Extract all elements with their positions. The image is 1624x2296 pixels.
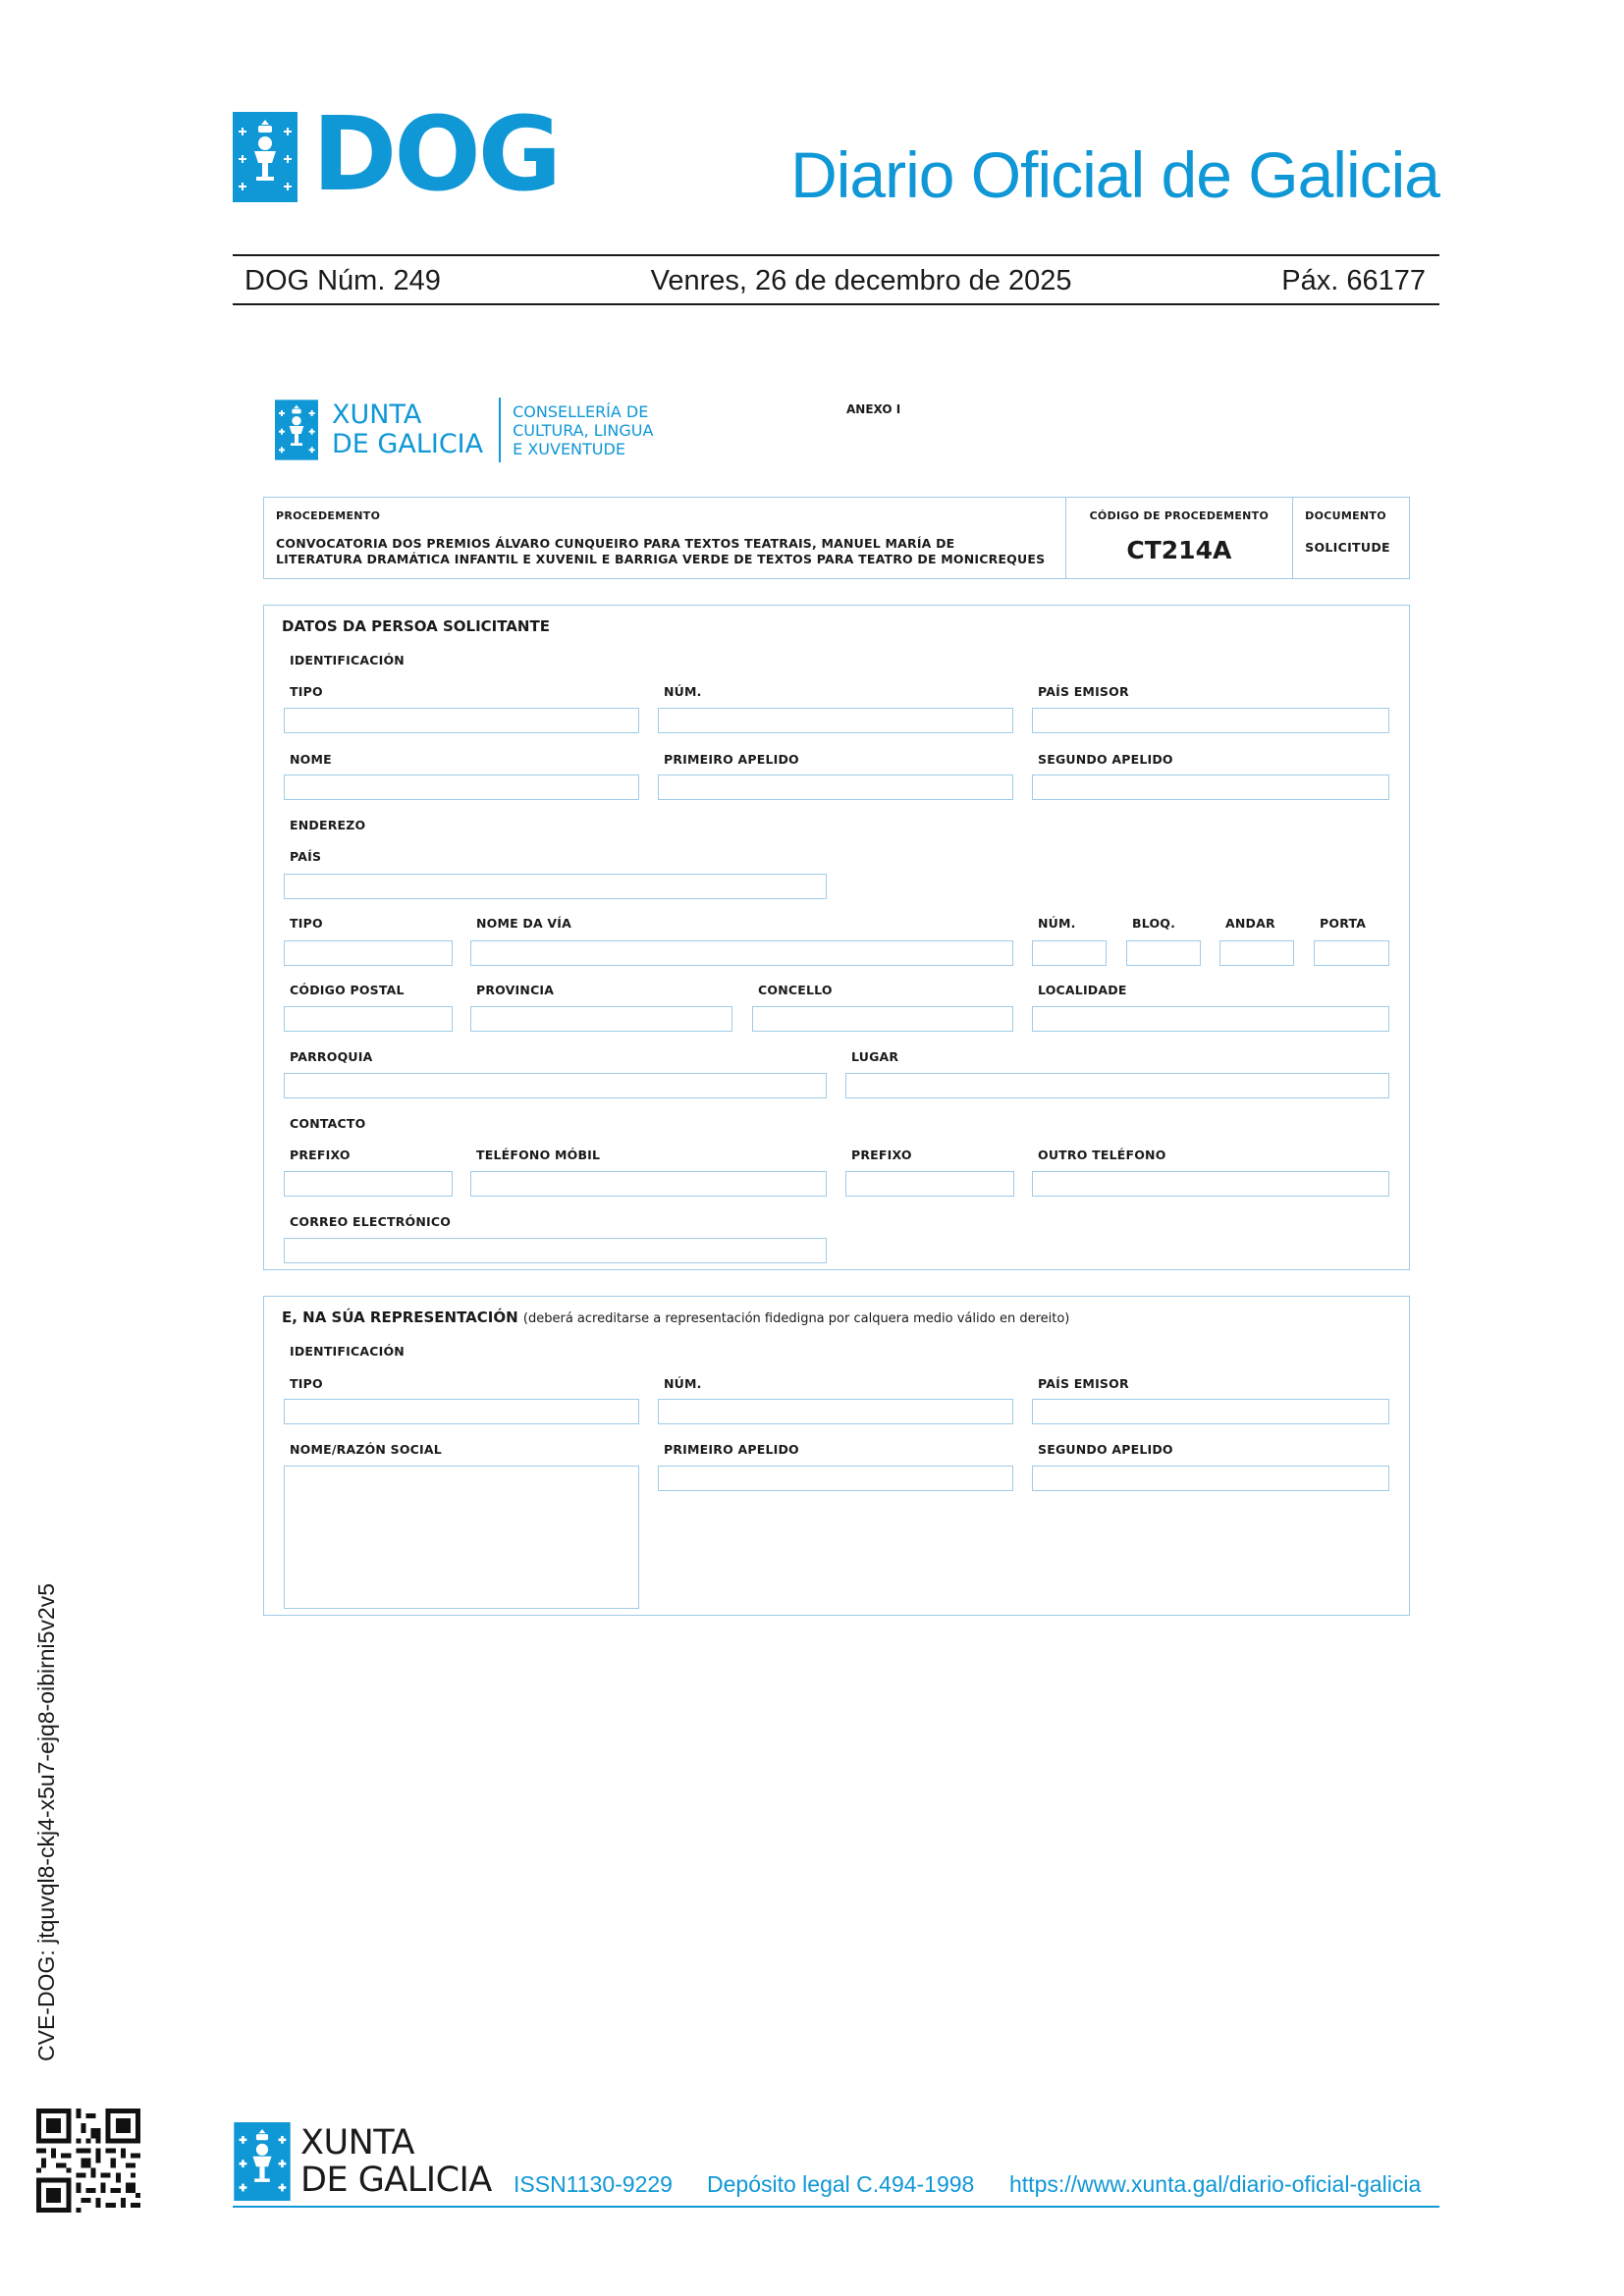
province-field[interactable]: [470, 1006, 732, 1032]
rep-first-surname-label: PRIMEIRO APELIDO: [664, 1442, 799, 1457]
issue-date: Venres, 26 de decembro de 2025: [650, 264, 1072, 296]
issuing-country-field[interactable]: [1032, 708, 1389, 733]
document-label: DOCUMENTO: [1305, 509, 1386, 522]
issuing-country-label: PAÍS EMISOR: [1038, 684, 1129, 699]
floor-field[interactable]: [1219, 940, 1294, 966]
street-number-field[interactable]: [1032, 940, 1107, 966]
other-phone-field[interactable]: [1032, 1171, 1389, 1197]
rep-issuing-country-field[interactable]: [1032, 1399, 1389, 1424]
document-cell: [1292, 498, 1409, 578]
issue-number: DOG Núm. 249: [244, 264, 441, 296]
parish-field[interactable]: [284, 1073, 827, 1098]
procedure-cell: [264, 498, 1065, 578]
page-number: Páx. 66177: [1281, 264, 1426, 296]
id-type-label: TIPO: [290, 684, 323, 699]
place-label: LUGAR: [851, 1049, 899, 1064]
country-field[interactable]: [284, 874, 827, 899]
header-bottom-rule: [233, 303, 1439, 305]
other-phone-label: OUTRO TELÉFONO: [1038, 1148, 1166, 1162]
postal-code-field[interactable]: [284, 1006, 453, 1032]
rep-name-field[interactable]: [284, 1466, 639, 1609]
municipality-label: CONCELLO: [758, 983, 833, 997]
procedure-code-cell: [1065, 498, 1293, 578]
rep-id-number-field[interactable]: [658, 1399, 1013, 1424]
galicia-shield-icon: [233, 2122, 292, 2201]
second-surname-field[interactable]: [1032, 774, 1389, 800]
procedure-code: CT214A: [1126, 536, 1232, 564]
issn: ISSN1130-9229: [514, 2171, 673, 2197]
first-surname-label: PRIMEIRO APELIDO: [664, 752, 799, 767]
floor-label: ANDAR: [1225, 916, 1275, 931]
procedure-label: PROCEDEMENTO: [276, 509, 381, 522]
qr-code-icon: [36, 2109, 140, 2213]
street-type-field[interactable]: [284, 940, 453, 966]
door-field[interactable]: [1314, 940, 1389, 966]
first-surname-field[interactable]: [658, 774, 1013, 800]
locality-field[interactable]: [1032, 1006, 1389, 1032]
identification-heading: IDENTIFICACIÓN: [290, 1344, 405, 1359]
locality-label: LOCALIDADE: [1038, 983, 1127, 997]
contact-heading: CONTACTO: [290, 1116, 366, 1131]
rep-second-surname-field[interactable]: [1032, 1466, 1389, 1491]
postal-code-label: CÓDIGO POSTAL: [290, 983, 405, 997]
identification-heading: IDENTIFICACIÓN: [290, 653, 405, 667]
header-top-rule: [233, 254, 1439, 256]
id-number-field[interactable]: [658, 708, 1013, 733]
procedure-box: [263, 497, 1410, 579]
section-title: DATOS DA PERSOA SOLICITANTE: [282, 617, 550, 635]
consellaria-name: CONSELLERÍA DE CULTURA, LINGUA E XUVENTUDE: [513, 401, 654, 458]
mobile-prefix-field[interactable]: [284, 1171, 453, 1197]
rep-id-type-field[interactable]: [284, 1399, 639, 1424]
section-note: (deberá acreditarse a representación fidedigna por calquera medio válido en dereito): [522, 1311, 1070, 1326]
galicia-shield-icon: [233, 112, 298, 202]
footer-xunta-name: XUNTA DE GALICIA: [300, 2123, 492, 2200]
section-title: E, NA SÚA REPRESENTACIÓN (deberá acreditarse a representación fidedigna por calquera medio válido en dereito): [282, 1308, 1070, 1326]
street-type-label: TIPO: [290, 916, 323, 931]
representative-section: [263, 1296, 1410, 1616]
email-field[interactable]: [284, 1238, 827, 1263]
dog-logo-text: DOG: [312, 94, 560, 214]
procedure-code-label: CÓDIGO DE PROCEDEMENTO: [1089, 509, 1270, 522]
first-name-field[interactable]: [284, 774, 639, 800]
id-number-label: NÚM.: [664, 684, 702, 699]
xunta-name: XUNTA DE GALICIA: [332, 400, 484, 459]
xunta-consellaria-logo: [275, 396, 653, 464]
logo-divider: [499, 398, 501, 462]
second-surname-label: SEGUNDO APELIDO: [1038, 752, 1173, 767]
procedure-text: CONVOCATORIA DOS PREMIOS ÁLVARO CUNQUEIRO PARA TEXTOS TEATRAIS, MANUEL MARÍA DE LITERATURA DRAMÁTICA INFANTIL E XUVENIL E BARRIGA VERDE DE TEXTOS PARA TEATRO DE MONICREQUES: [276, 536, 1046, 566]
footer-rule: [233, 2206, 1439, 2208]
other-prefix-field[interactable]: [845, 1171, 1014, 1197]
place-field[interactable]: [845, 1073, 1389, 1098]
issue-line: [233, 257, 1439, 304]
email-label: CORREO ELECTRÓNICO: [290, 1214, 452, 1229]
street-number-label: NÚM.: [1038, 916, 1076, 931]
applicant-section: [263, 605, 1410, 1270]
street-name-label: NOME DA VÍA: [476, 916, 572, 931]
municipality-field[interactable]: [752, 1006, 1013, 1032]
parish-label: PARROQUIA: [290, 1049, 373, 1064]
document-type: SOLICITUDE: [1305, 540, 1390, 555]
street-name-field[interactable]: [470, 940, 1013, 966]
province-label: PROVINCIA: [476, 983, 555, 997]
block-field[interactable]: [1126, 940, 1201, 966]
id-type-field[interactable]: [284, 708, 639, 733]
mobile-phone-field[interactable]: [470, 1171, 827, 1197]
rep-id-type-label: TIPO: [290, 1376, 323, 1391]
rep-issuing-country-label: PAÍS EMISOR: [1038, 1376, 1129, 1391]
legal-deposit: Depósito legal C.494-1998: [707, 2171, 975, 2197]
country-label: PAÍS: [290, 849, 322, 864]
other-prefix-label: PREFIXO: [851, 1148, 912, 1162]
mobile-phone-label: TELÉFONO MÓBIL: [476, 1148, 601, 1162]
rep-name-label: NOME/RAZÓN SOCIAL: [290, 1442, 442, 1457]
footer-url-link[interactable]: https://www.xunta.gal/diario-oficial-galicia: [1009, 2171, 1422, 2197]
galicia-shield-icon: [275, 400, 318, 460]
door-label: PORTA: [1320, 916, 1367, 931]
rep-id-number-label: NÚM.: [664, 1376, 702, 1391]
cve-code: CVE-DOG: jtquvql8-ckj4-x5u7-ejq8-oibirni5v2v5: [33, 1582, 59, 2061]
mobile-prefix-label: PREFIXO: [290, 1148, 351, 1162]
address-heading: ENDEREZO: [290, 818, 366, 832]
annex-label: ANEXO I: [846, 402, 901, 416]
rep-first-surname-field[interactable]: [658, 1466, 1013, 1491]
block-label: BLOQ.: [1132, 916, 1176, 931]
rep-second-surname-label: SEGUNDO APELIDO: [1038, 1442, 1173, 1457]
first-name-label: NOME: [290, 752, 332, 767]
journal-title: Diario Oficial de Galicia: [790, 138, 1439, 211]
